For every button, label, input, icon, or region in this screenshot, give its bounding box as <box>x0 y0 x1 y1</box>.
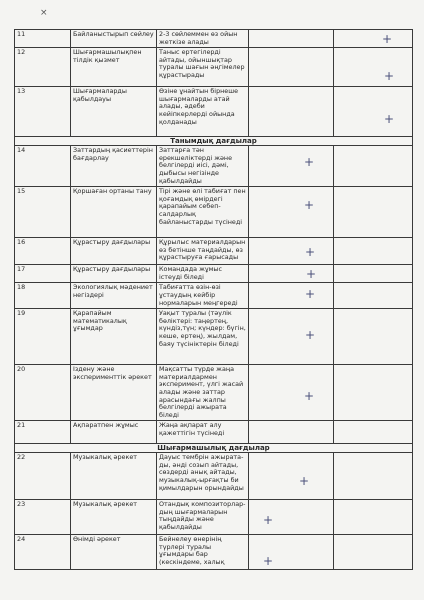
row-number: 16 <box>15 238 71 265</box>
skill-description: Бейнелеу өнерінің түрлері туралы ұғымдары бар (кескіндеме, халық <box>157 535 249 570</box>
table-row <box>15 146 413 187</box>
skill-name: Қарапайым математикалық ұғымдар <box>71 309 157 365</box>
skill-name: Іздену және эксперименттік әрекет <box>71 365 157 421</box>
level-cell <box>334 30 413 48</box>
table-row <box>15 265 413 283</box>
skill-name: Экологиялық мәдениет негіздері <box>71 283 157 309</box>
check-mark: + <box>304 155 315 170</box>
level-cell <box>334 283 413 309</box>
table-row <box>15 500 413 535</box>
check-mark: + <box>382 32 393 46</box>
row-number: 21 <box>15 421 71 444</box>
level-cell <box>334 365 413 421</box>
level-cell <box>334 500 413 535</box>
corner-mark: × <box>40 8 48 18</box>
skill-name: Өнімді әрекет <box>71 535 157 570</box>
skill-description: Отандық композиторлар-дың шығармаларын тыңдайды және қабылдайды <box>157 500 249 535</box>
table-row <box>15 453 413 500</box>
row-number: 22 <box>15 453 71 500</box>
skill-description: Мақсатты түрде жаңа материалдармен эксперимент, үлгі жасай алады және заттар арасындағы жалпы белгілерді ажырата біледі <box>157 365 249 421</box>
row-number: 11 <box>15 30 71 48</box>
skill-description: Дауыс тембрін ажырата-ды, әнді созып айтады, сөздерді анық айтады, музыкалық-ырғақты би қимылдарын орындайды <box>157 453 249 500</box>
row-number: 23 <box>15 500 71 535</box>
skill-name: Қоршаған ортаны тану <box>71 187 157 238</box>
check-mark: + <box>304 198 315 213</box>
check-mark: + <box>299 474 310 489</box>
skill-name: Музыкалық әрекет <box>71 500 157 535</box>
level-cell <box>249 238 334 265</box>
assessment-table <box>14 29 413 570</box>
table-row <box>15 421 413 444</box>
skill-name: Заттардың қасиеттерін бағдарлау <box>71 146 157 187</box>
skill-description: Уақыт туралы (тәулік бөліктері: таңертең, күндіз,түн; күндер: бүгін, кеше, ертең), жылдам, баяу түсініктерін біледі <box>157 309 249 365</box>
level-cell <box>249 500 334 535</box>
row-number: 12 <box>15 48 71 87</box>
check-mark: + <box>304 389 315 404</box>
level-cell <box>249 535 334 570</box>
table-row <box>15 535 413 570</box>
level-cell <box>249 421 334 444</box>
level-cell <box>334 265 413 283</box>
table-row <box>15 187 413 238</box>
check-mark: + <box>305 328 316 343</box>
skill-name: Шығармашылықпен тілдік қызмет <box>71 48 157 87</box>
level-cell <box>249 48 334 87</box>
level-cell <box>249 30 334 48</box>
level-cell <box>249 453 334 500</box>
skill-description: 2-3 сөйлеммен өз ойын жеткізе алады <box>157 30 249 48</box>
row-number: 24 <box>15 535 71 570</box>
check-mark: + <box>263 513 274 528</box>
row-number: 15 <box>15 187 71 238</box>
table-row <box>15 365 413 421</box>
section-title: Шығармашылық дағдылар <box>15 444 413 453</box>
skill-description: Табиғатта өзін-өзі ұстаудың кейбір нормаларын меңгереді <box>157 283 249 309</box>
level-cell <box>249 283 334 309</box>
level-cell <box>334 453 413 500</box>
row-number: 13 <box>15 87 71 137</box>
skill-description: Өзіне ұнайтын бірнеше шығармаларды атай алады, әдеби кейіпкерлерді ойында қолданады <box>157 87 249 137</box>
skill-description: Құрылыс материалдарын өз бетінше таңдайды, өз құрастыруға ғарысады <box>157 238 249 265</box>
table-row <box>15 309 413 365</box>
skill-name: Шығармаларды қабылдауы <box>71 87 157 137</box>
section-cognitive <box>15 137 413 146</box>
level-cell <box>334 87 413 137</box>
skill-description: Таныс ертегілерді айтады, ойыншықтар туралы шағын әңгімелер құрастырады <box>157 48 249 87</box>
level-cell <box>334 535 413 570</box>
row-number: 14 <box>15 146 71 187</box>
skill-description: Тірі және өлі табиғат пен қоғамдық өмірдегі қарапайым себеп-салдарлық байланыстарды түсінеді <box>157 187 249 238</box>
skill-name: Байланыстырып сөйлеу <box>71 30 157 48</box>
section-creative <box>15 444 413 453</box>
table-row <box>15 283 413 309</box>
row-number: 17 <box>15 265 71 283</box>
level-cell <box>334 309 413 365</box>
level-cell <box>334 238 413 265</box>
check-mark: + <box>384 112 395 127</box>
table-row <box>15 238 413 265</box>
skill-name: Музыкалық әрекет <box>71 453 157 500</box>
skill-name: Құрастыру дағдылары <box>71 265 157 283</box>
skill-description: Командада жұмыс істеуді біледі <box>157 265 249 283</box>
skill-description: Заттарға тән ерекшеліктерді және белгілерді иісі, дәмі, дыбысы негізінде қабылдайды <box>157 146 249 187</box>
table-row <box>15 87 413 137</box>
skill-description: Жаңа ақпарат алу қажеттігін түсінеді <box>157 421 249 444</box>
section-title: Танымдық дағдылар <box>15 137 413 146</box>
level-cell <box>249 87 334 137</box>
level-cell <box>334 187 413 238</box>
table-row <box>15 48 413 87</box>
level-cell <box>249 365 334 421</box>
level-cell <box>249 309 334 365</box>
row-number: 18 <box>15 283 71 309</box>
check-mark: + <box>305 287 316 302</box>
skill-name: Ақпаратпен жұмыс <box>71 421 157 444</box>
row-number: 20 <box>15 365 71 421</box>
level-cell <box>334 421 413 444</box>
level-cell <box>249 146 334 187</box>
level-cell <box>249 187 334 238</box>
table-row <box>15 30 413 48</box>
skill-name: Құрастыру дағдылары <box>71 238 157 265</box>
check-mark: + <box>263 554 274 569</box>
level-cell <box>334 48 413 87</box>
check-mark: + <box>384 69 395 84</box>
level-cell <box>334 146 413 187</box>
check-mark: + <box>305 245 316 260</box>
level-cell <box>249 265 334 283</box>
row-number: 19 <box>15 309 71 365</box>
check-mark: + <box>306 267 317 282</box>
